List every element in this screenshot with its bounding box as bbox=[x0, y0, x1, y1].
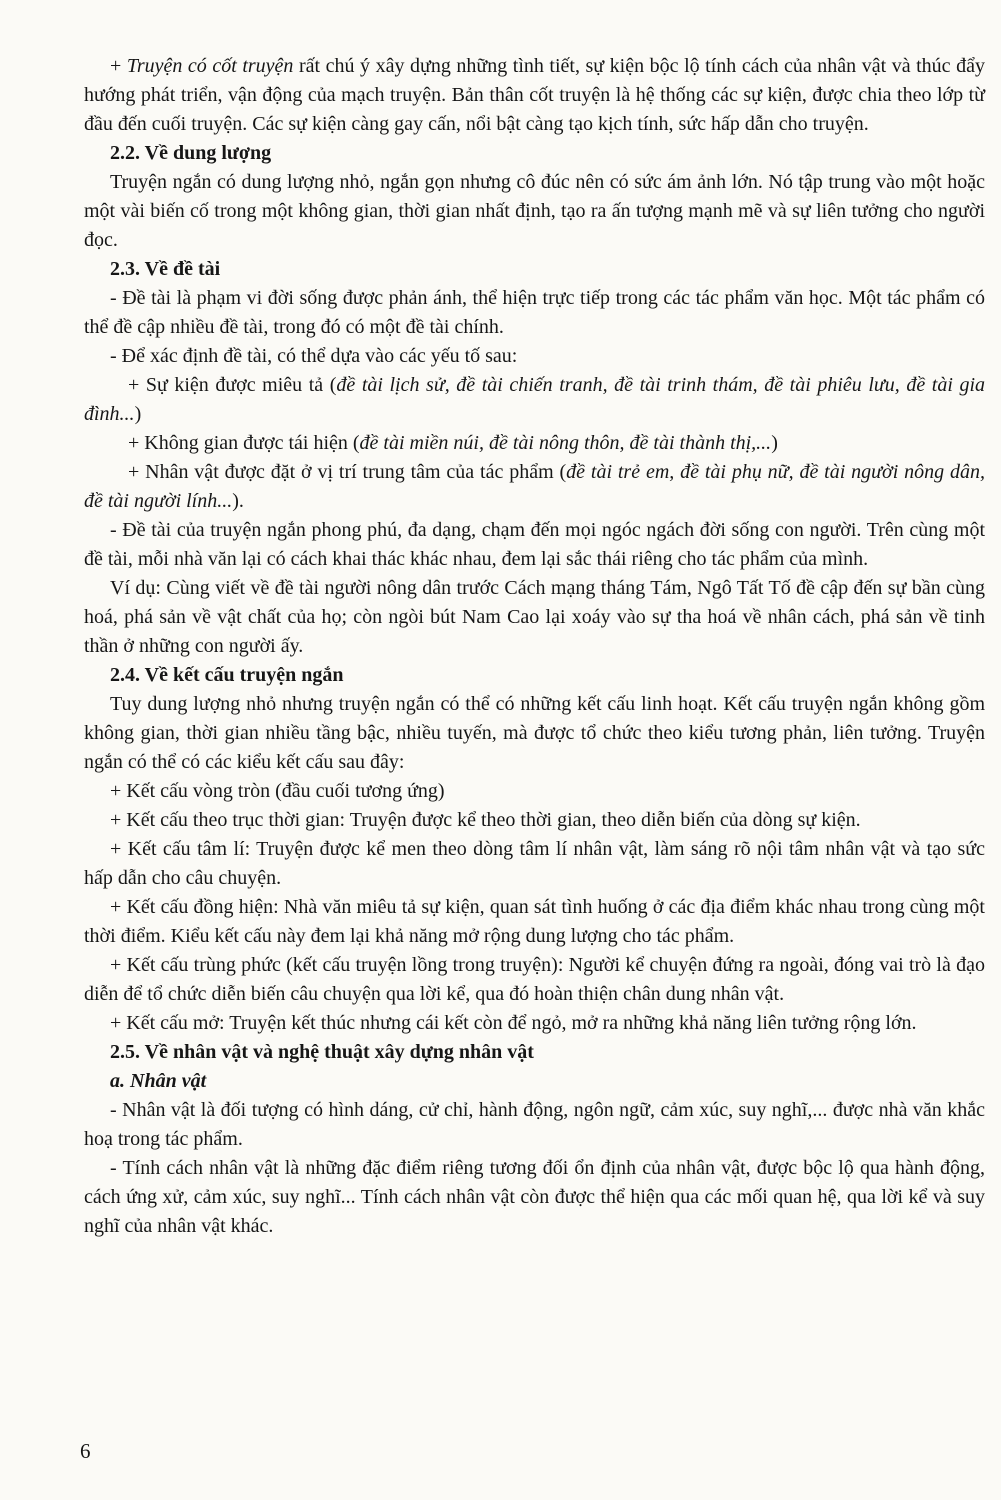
text-run: 2.3. Về đề tài bbox=[110, 258, 221, 280]
text-run: 2.4. Về kết cấu truyện ngắn bbox=[110, 664, 344, 686]
text-run: + Sự kiện được miêu tả ( bbox=[128, 374, 337, 396]
text-run: + bbox=[110, 55, 127, 77]
text-run: đề tài trẻ em, đề tài phụ nữ, đề tài người nông dân, đề tài người lính... bbox=[84, 461, 986, 512]
text-run: ) bbox=[771, 432, 778, 454]
text-run: a. Nhân vật bbox=[110, 1070, 207, 1092]
text-run: Truyện ngắn có dung lượng nhỏ, ngắn gọn nhưng cô đúc nên có sức ám ảnh lớn. Nó tập trung vào một hoặc một vài biến cố trong một không gian, thời gian nhất định, tạo ra ấn tượng mạnh mẽ và sự liên tưởng cho người đọc. bbox=[84, 171, 985, 251]
paragraph bbox=[84, 777, 985, 806]
text-run: + Kết cấu vòng tròn (đầu cuối tương ứng) bbox=[110, 780, 445, 802]
text-run: + Kết cấu tâm lí: Truyện được kể men theo dòng tâm lí nhân vật, làm sáng rõ nội tâm nhân vật và tạo sức hấp dẫn cho câu chuyện. bbox=[84, 838, 985, 889]
text-run: 2.5. Về nhân vật và nghệ thuật xây dựng nhân vật bbox=[110, 1041, 534, 1063]
document-body bbox=[84, 52, 985, 1241]
text-run: + Kết cấu theo trục thời gian: Truyện được kể theo thời gian, theo diễn biến của dòng sự kiện. bbox=[110, 809, 861, 831]
heading bbox=[84, 139, 985, 168]
paragraph bbox=[84, 458, 985, 516]
text-run: đề tài lịch sử, đề tài chiến tranh, đề tài trinh thám, đề tài phiêu lưu, đề tài gia đình... bbox=[84, 374, 985, 425]
text-run: + Kết cấu mở: Truyện kết thúc nhưng cái kết còn để ngỏ, mở ra những khả năng liên tưởng rộng lớn. bbox=[110, 1012, 917, 1034]
paragraph bbox=[84, 574, 985, 661]
paragraph bbox=[84, 168, 985, 255]
text-run: + Kết cấu đồng hiện: Nhà văn miêu tả sự kiện, quan sát tình huống ở các địa điểm khác nhau trong cùng một thời điểm. Kiểu kết cấu này đem lại khả năng mở rộng dung lượng cho tác phẩm. bbox=[84, 896, 985, 947]
text-run: + Kết cấu trùng phức (kết cấu truyện lồng trong truyện): Người kể chuyện đứng ra ngoài, đóng vai trò là đạo diễn để tổ chức diễn biến câu chuyện qua lời kể, qua đó hoàn thiện chân dung nhân vật. bbox=[84, 954, 985, 1005]
text-run: Truyện có cốt truyện bbox=[126, 55, 294, 77]
heading bbox=[84, 1038, 985, 1067]
text-run: + Nhân vật được đặt ở vị trí trung tâm của tác phẩm ( bbox=[128, 461, 567, 483]
paragraph bbox=[84, 429, 985, 458]
heading bbox=[84, 1067, 985, 1096]
text-run: + Không gian được tái hiện ( bbox=[128, 432, 360, 454]
paragraph bbox=[84, 806, 985, 835]
page-number: 6 bbox=[80, 1439, 91, 1463]
text-run: ) bbox=[134, 403, 142, 425]
paragraph bbox=[84, 951, 985, 1009]
paragraph bbox=[84, 690, 985, 777]
text-run: 2.2. Về dung lượng bbox=[110, 142, 272, 164]
paragraph bbox=[84, 893, 985, 951]
text-run: rất chú ý xây dựng những tình tiết, sự kiện bộc lộ tính cách của nhân vật và thúc đẩy hướng phát triển, vận động của mạch truyện. Bản thân cốt truyện là hệ thống các sự kiện, được chia theo lớp từ đầu đến cuối truyện. Các sự kiện càng gay cấn, nổi bật càng tạo kịch tính, sức hấp dẫn cho truyện. bbox=[84, 55, 985, 135]
paragraph bbox=[84, 371, 985, 429]
text-run: Tuy dung lượng nhỏ nhưng truyện ngắn có thể có những kết cấu linh hoạt. Kết cấu truyện ngắn không gồm không gian, thời gian nhiều tầng bậc, nhiều tuyến, mà được tổ chức theo kiểu tương phản, liên tưởng. Truyện ngắn có thể có các kiểu kết cấu sau đây: bbox=[84, 693, 985, 773]
heading bbox=[84, 255, 985, 284]
text-run: - Để xác định đề tài, có thể dựa vào các yếu tố sau: bbox=[110, 345, 518, 367]
paragraph bbox=[84, 284, 985, 342]
paragraph bbox=[84, 52, 985, 139]
heading bbox=[84, 661, 985, 690]
text-run: Ví dụ: Cùng viết về đề tài người nông dân trước Cách mạng tháng Tám, Ngô Tất Tố đề cập đến sự bần cùng hoá, phá sản về vật chất của họ; còn ngòi bút Nam Cao lại xoáy vào sự tha hoá về nhân cách, phá sản về tinh thần ở những con người ấy. bbox=[84, 577, 985, 657]
paragraph bbox=[84, 342, 985, 371]
text-run: - Nhân vật là đối tượng có hình dáng, cử chỉ, hành động, ngôn ngữ, cảm xúc, suy nghĩ,... được nhà văn khắc hoạ trong tác phẩm. bbox=[84, 1099, 985, 1150]
paragraph bbox=[84, 1154, 985, 1241]
paragraph bbox=[84, 835, 985, 893]
paragraph bbox=[84, 1096, 985, 1154]
paragraph bbox=[84, 516, 985, 574]
text-run: đề tài miền núi, đề tài nông thôn, đề tài thành thị,... bbox=[359, 432, 772, 454]
text-run: ). bbox=[232, 490, 244, 512]
text-run: - Đề tài là phạm vi đời sống được phản ánh, thể hiện trực tiếp trong các tác phẩm văn học. Một tác phẩm có thể đề cập nhiều đề tài, trong đó có một đề tài chính. bbox=[84, 287, 985, 338]
text-run: - Tính cách nhân vật là những đặc điểm riêng tương đối ổn định của nhân vật, được bộc lộ qua hành động, cách ứng xử, cảm xúc, suy nghĩ... Tính cách nhân vật còn được thể hiện qua các mối quan hệ, qua lời kể và suy nghĩ của nhân vật khác. bbox=[84, 1157, 985, 1237]
paragraph bbox=[84, 1009, 985, 1038]
text-run: - Đề tài của truyện ngắn phong phú, đa dạng, chạm đến mọi ngóc ngách đời sống con người. Trên cùng một đề tài, mỗi nhà văn lại có cách khai thác khác nhau, đem lại sắc thái riêng cho tác phẩm của mình. bbox=[84, 519, 985, 570]
